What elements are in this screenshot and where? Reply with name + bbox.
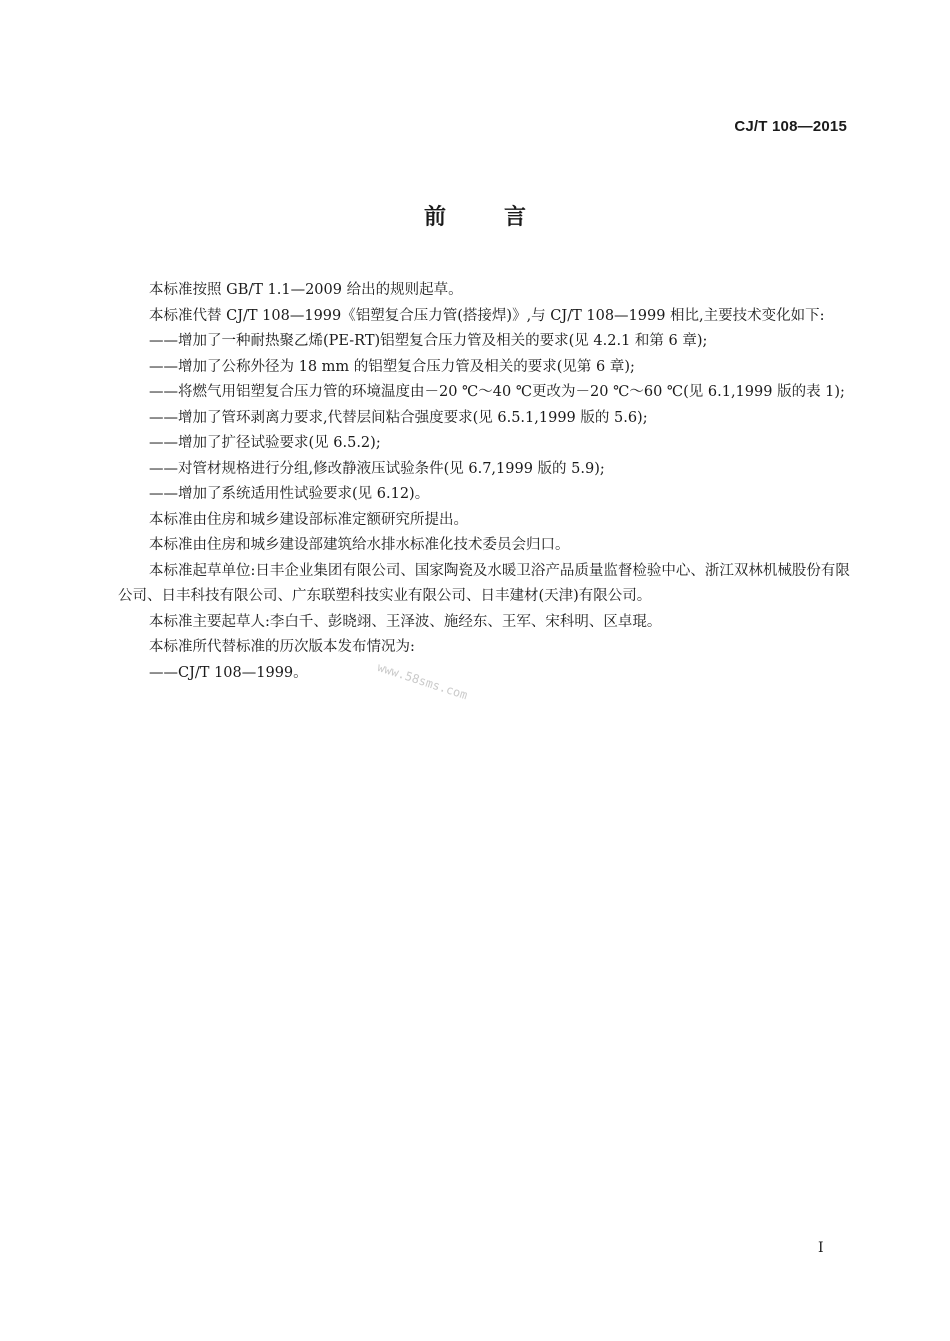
document-body xyxy=(118,278,850,686)
page-title: 前言 xyxy=(423,205,584,230)
change-item: ——增加了系统适用性试验要求(见 6.12)。 xyxy=(149,486,430,502)
paragraph-drafting-units: 本标准起草单位:日丰企业集团有限公司、国家陶瓷及水暖卫浴产品质量监督检验中心、浙江双林机械股份有限公司、日丰科技有限公司、广东联塑科技实业有限公司、日丰建材(天津)有限公司。 xyxy=(118,562,850,604)
change-item: ——对管材规格进行分组,修改静液压试验条件(见 6.7,1999 版的 5.9); xyxy=(149,460,605,477)
change-item: ——增加了管环剥离力要求,代替层间粘合强度要求(见 6.5.1,1999 版的 5.6); xyxy=(149,409,648,426)
watermark: www.58sms.com xyxy=(375,660,470,703)
change-item: ——增加了扩径试验要求(见 6.5.2); xyxy=(149,435,381,451)
document-code: CJ/T 108—2015 xyxy=(734,118,847,135)
paragraph-drafters: 本标准主要起草人:李白千、彭晓翊、王泽波、施经东、王军、宋科明、区卓琨。 xyxy=(149,613,662,630)
change-item: ——将燃气用铝塑复合压力管的环境温度由－20 ℃～40 ℃更改为－20 ℃～60 ℃(见 6.1,1999 版的表 1); xyxy=(149,384,845,400)
change-item: ——增加了一种耐热聚乙烯(PE-RT)铝塑复合压力管及相关的要求(见 4.2.1 和第 6 章); xyxy=(149,333,708,349)
paragraph-proposer: 本标准由住房和城乡建设部标准定额研究所提出。 xyxy=(149,511,468,528)
history-item: ——CJ/T 108—1999。 xyxy=(149,664,308,681)
paragraph-committee: 本标准由住房和城乡建设部建筑给水排水标准化技术委员会归口。 xyxy=(149,537,570,553)
paragraph-history-intro: 本标准所代替标准的历次版本发布情况为: xyxy=(149,639,415,655)
paragraph-replacement: 本标准代替 CJ/T 108—1999《铝塑复合压力管(搭接焊)》,与 CJ/T 108—1999 相比,主要技术变化如下: xyxy=(149,307,825,324)
page-number: I xyxy=(818,1240,824,1256)
paragraph-drafting-rules: 本标准按照 GB/T 1.1—2009 给出的规则起草。 xyxy=(149,282,463,298)
change-item: ——增加了公称外径为 18 mm 的铝塑复合压力管及相关的要求(见第 6 章); xyxy=(149,358,635,375)
